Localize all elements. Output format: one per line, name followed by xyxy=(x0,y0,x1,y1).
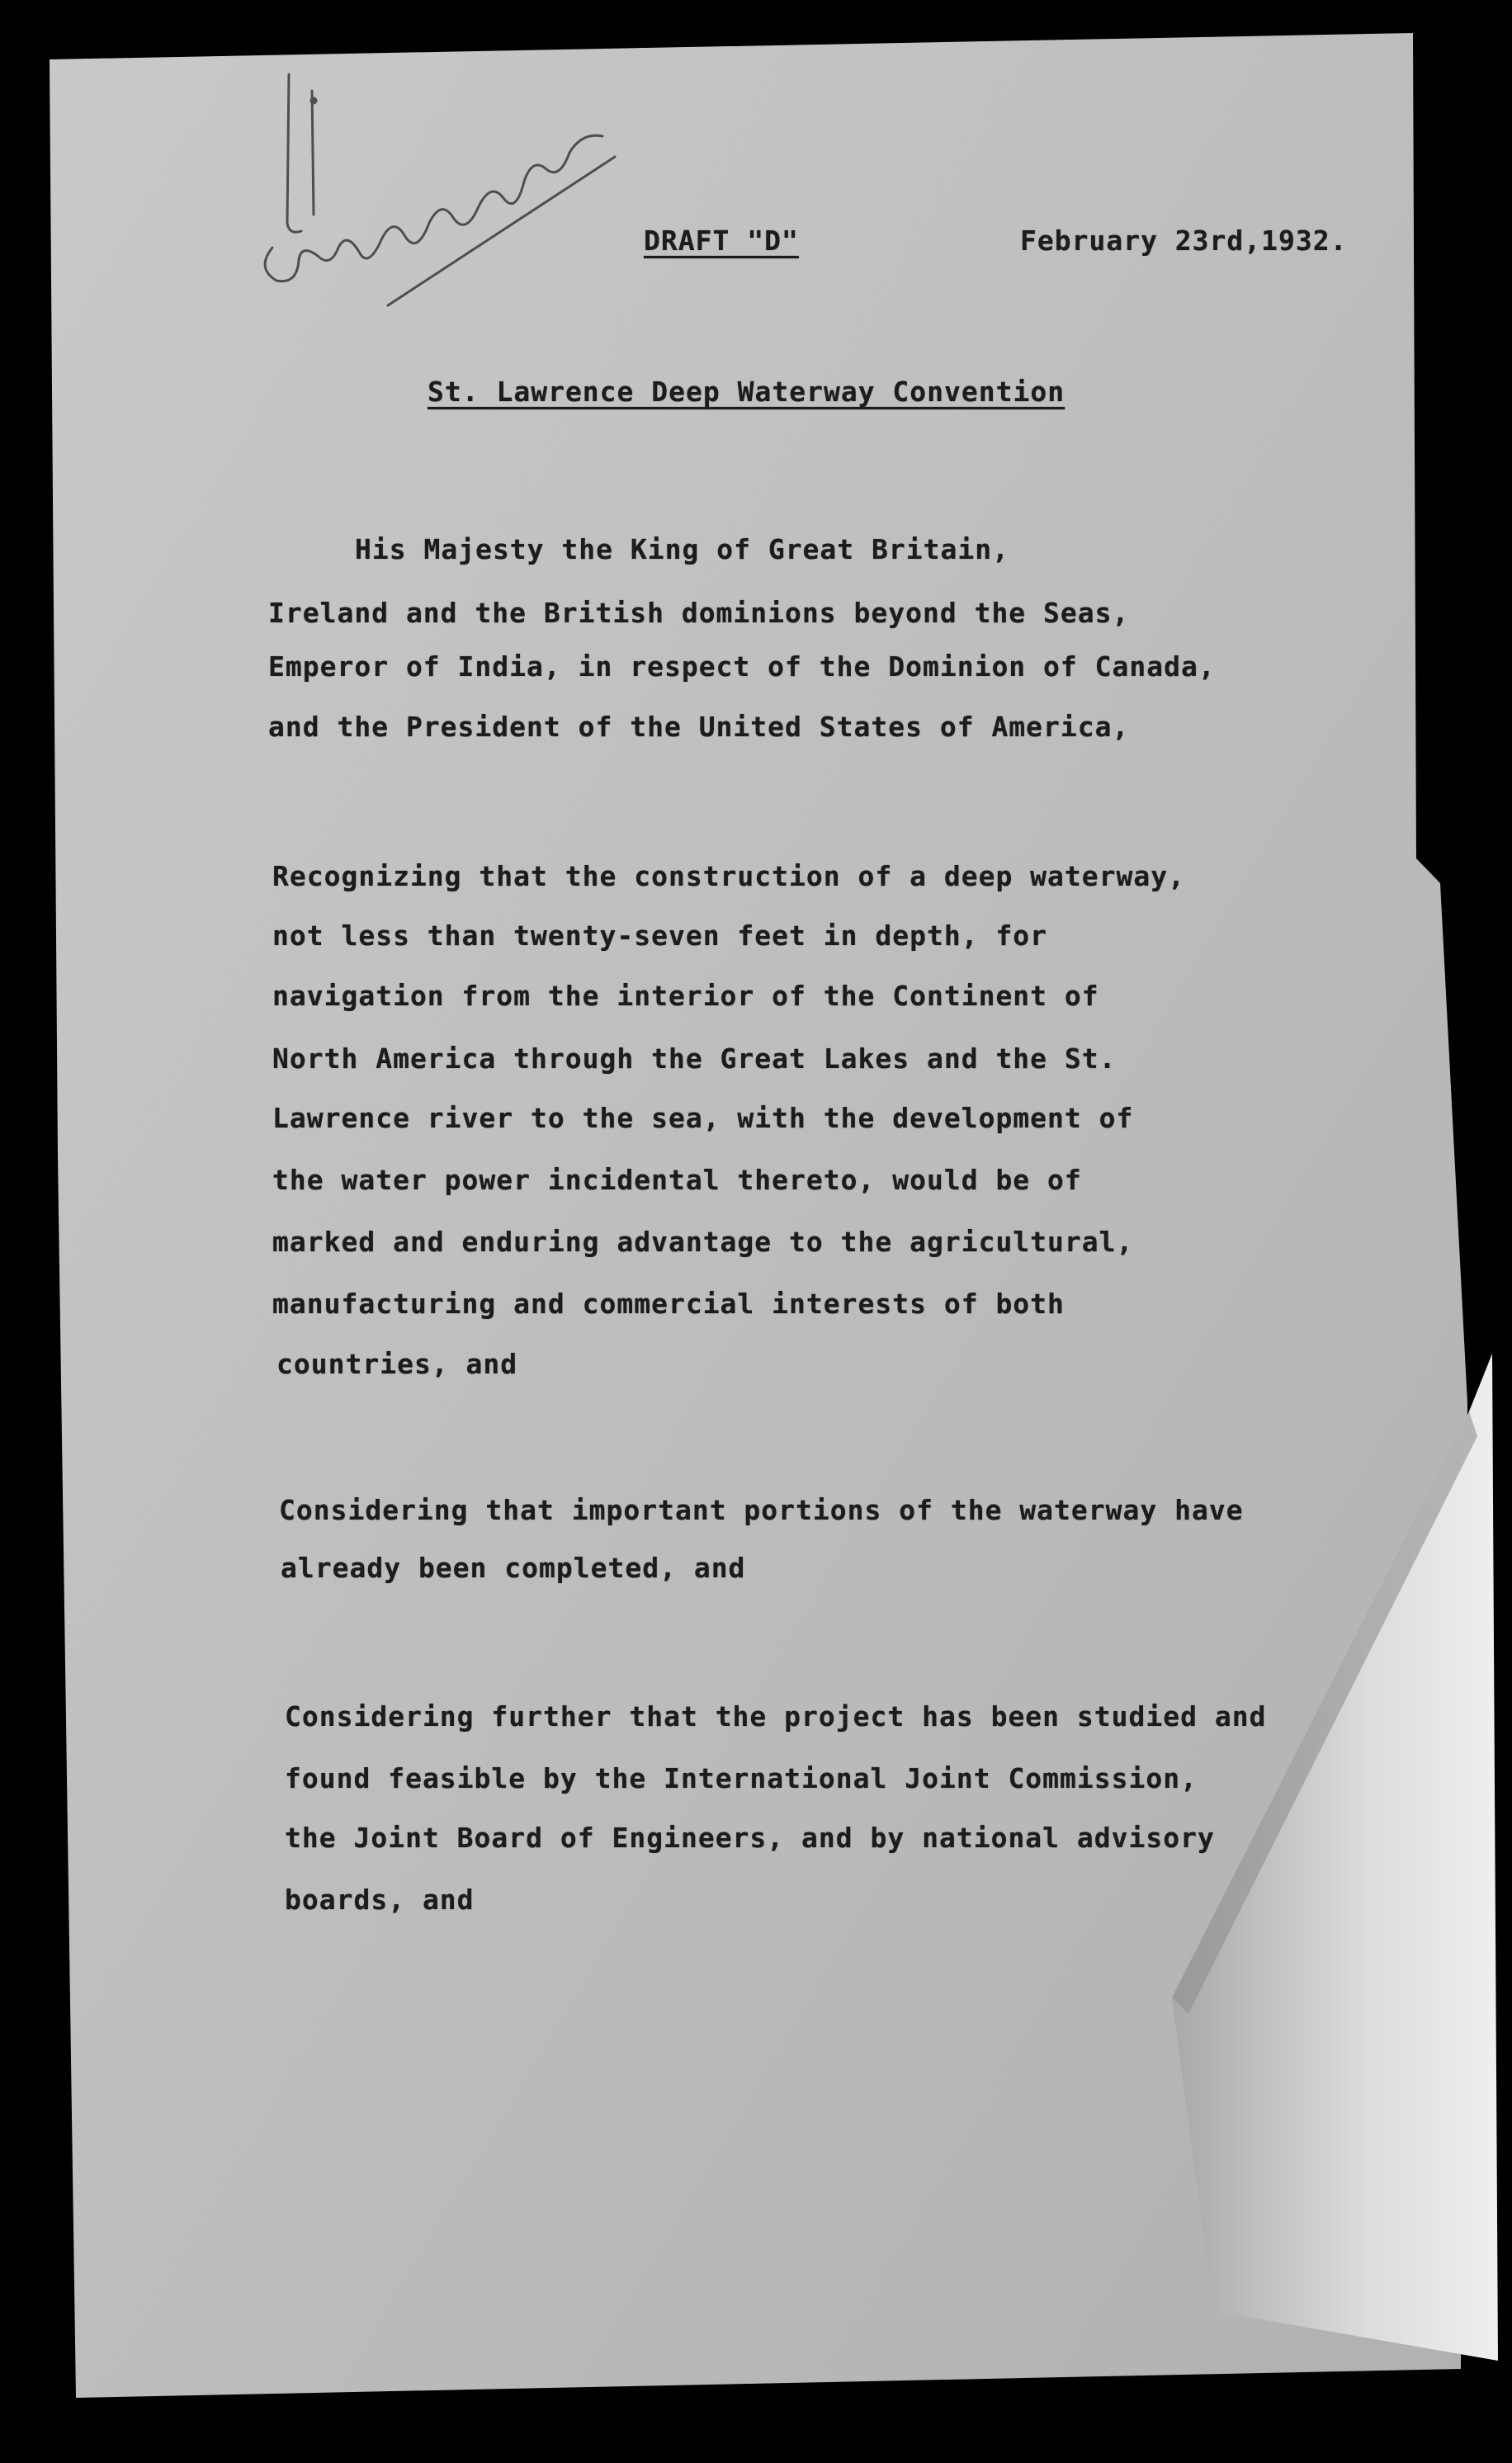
draft-label: DRAFT "D" xyxy=(644,225,799,257)
paragraph-line: navigation from the interior of the Continent of xyxy=(272,980,1099,1012)
paragraph-line: Lawrence river to the sea, with the development of xyxy=(272,1102,1134,1134)
paragraph-line: countries, and xyxy=(276,1348,518,1380)
document-title: St. Lawrence Deep Waterway Convention xyxy=(428,376,1065,408)
paragraph-line: and the President of the United States of America, xyxy=(268,711,1130,743)
paragraph-line: Emperor of India, in respect of the Dominion of Canada, xyxy=(268,650,1216,683)
paragraph-line: boards, and xyxy=(285,1884,475,1916)
paragraph-line: the water power incidental thereto, would be of xyxy=(272,1164,1082,1196)
paragraph-line: North America through the Great Lakes and the St. xyxy=(272,1042,1117,1075)
paragraph-line: not less than twenty-seven feet in depth, for xyxy=(272,919,1048,952)
paragraph-line: the Joint Board of Engineers, and by national advisory xyxy=(285,1822,1215,1854)
paragraph-line: marked and enduring advantage to the agricultural, xyxy=(272,1226,1134,1258)
paragraph-line: Considering that important portions of the waterway have xyxy=(279,1494,1244,1526)
paragraph-line: already been completed, and xyxy=(281,1552,746,1584)
paragraph-line: found feasible by the International Joint Commission, xyxy=(285,1762,1198,1794)
paragraph-line: His Majesty the King of Great Britain, xyxy=(355,533,1009,565)
paragraph-line: Ireland and the British dominions beyond the Seas, xyxy=(268,597,1130,629)
document-date: February 23rd,1932. xyxy=(1020,225,1348,257)
paragraph-line: manufacturing and commercial interests of both xyxy=(272,1288,1065,1320)
paragraph-line: Considering further that the project has been studied and xyxy=(285,1700,1267,1733)
handwritten-annotation xyxy=(239,58,636,322)
paragraph-line: Recognizing that the construction of a deep waterway, xyxy=(272,860,1185,892)
